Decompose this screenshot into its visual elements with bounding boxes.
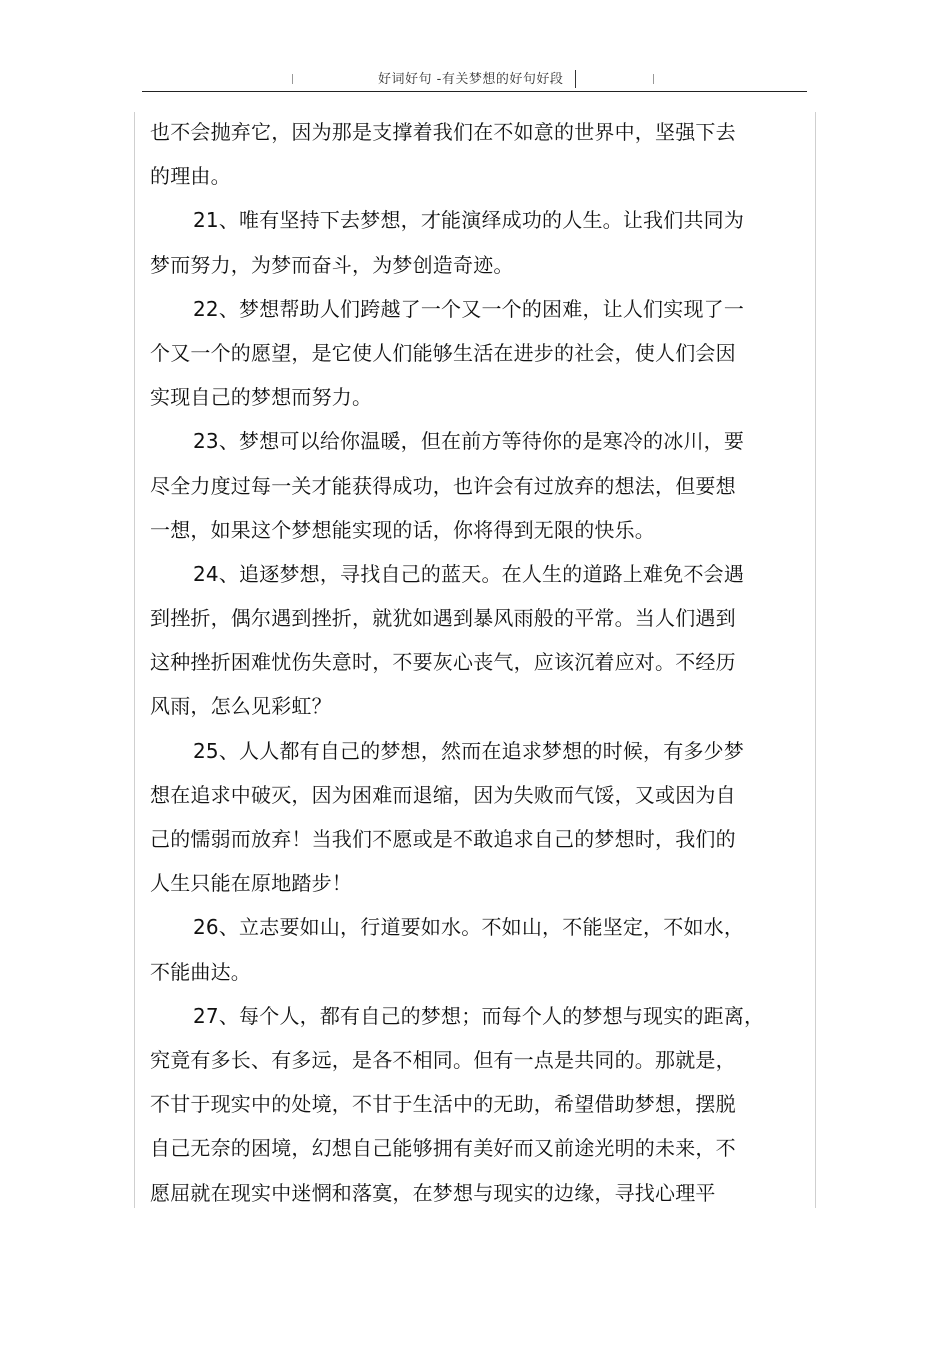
page-header bbox=[0, 64, 950, 92]
text-line: 风雨，怎么见彩虹？ bbox=[150, 694, 332, 719]
left-margin-line bbox=[134, 112, 135, 1208]
text-line: 不甘于现实中的处境，不甘于生活中的无助，希望借助梦想，摆脱 bbox=[150, 1092, 736, 1117]
document-body bbox=[150, 110, 765, 1215]
header-tick-mark bbox=[292, 74, 293, 84]
text-line: 23、梦想可以给你温暖，但在前方等待你的是寒冷的冰川，要 bbox=[193, 429, 745, 454]
text-line: 尽全力度过每一关才能获得成功，也许会有过放弃的想法，但要想 bbox=[150, 473, 736, 498]
text-line: 26、立志要如山，行道要如水。不如山，不能坚定，不如水， bbox=[193, 915, 745, 940]
text-line: 的理由。 bbox=[150, 164, 231, 189]
paragraph bbox=[150, 994, 765, 1215]
text-line: 27、每个人，都有自己的梦想；而每个人的梦想与现实的距离， bbox=[193, 1003, 765, 1028]
right-margin-line bbox=[815, 112, 816, 1208]
text-line: 不能曲达。 bbox=[150, 959, 251, 984]
text-line: 也不会抛弃它，因为那是支撑着我们在不如意的世界中，坚强下去 bbox=[150, 120, 736, 144]
paragraph bbox=[150, 729, 765, 906]
header-rule bbox=[142, 91, 807, 92]
text-line: 一想，如果这个梦想能实现的话，你将得到无限的快乐。 bbox=[150, 517, 655, 542]
text-line: 个又一个的愿望，是它使人们能够生活在进步的社会，使人们会因 bbox=[150, 340, 736, 365]
text-line: 自己无奈的困境，幻想自己能够拥有美好而又前途光明的未来，不 bbox=[150, 1136, 736, 1161]
header-title: 好词好句 -有关梦想的好句好段 bbox=[378, 72, 564, 87]
text-line: 究竟有多长、有多远，是各不相同。但有一点是共同的。那就是， bbox=[150, 1047, 736, 1072]
text-line: 这种挫折困难忧伤失意时，不要灰心丧气，应该沉着应对。不经历 bbox=[150, 650, 736, 675]
paragraph bbox=[150, 905, 765, 993]
text-line: 己的懦弱而放弃！当我们不愿或是不敢追求自己的梦想时，我们的 bbox=[150, 827, 736, 851]
text-line: 21、唯有坚持下去梦想，才能演绎成功的人生。让我们共同为 bbox=[193, 208, 745, 233]
text-line: 愿屈就在现实中迷惘和落寞，在梦想与现实的边缘，寻找心理平 bbox=[150, 1180, 716, 1205]
text-line: 到挫折，偶尔遇到挫折，就犹如遇到暴风雨般的平常。当人们遇到 bbox=[150, 606, 736, 631]
text-line: 梦而努力，为梦而奋斗，为梦创造奇迹。 bbox=[150, 252, 514, 277]
text-line: 25、人人都有自己的梦想，然而在追求梦想的时候，有多少梦 bbox=[193, 738, 745, 763]
paragraph bbox=[150, 287, 765, 420]
paragraph bbox=[150, 419, 765, 552]
paragraph bbox=[150, 552, 765, 729]
text-line: 想在追求中破灭，因为困难而退缩，因为失败而气馁，又或因为自 bbox=[150, 782, 736, 807]
text-line: 24、追逐梦想，寻找自己的蓝天。在人生的道路上难免不会遇 bbox=[193, 561, 745, 586]
text-line: 实现自己的梦想而努力。 bbox=[150, 385, 373, 410]
paragraph bbox=[150, 198, 765, 286]
text-line: 人生只能在原地踏步！ bbox=[150, 871, 352, 896]
header-tick-mark bbox=[575, 70, 576, 88]
text-line: 22、梦想帮助人们跨越了一个又一个的困难，让人们实现了一 bbox=[193, 296, 745, 321]
paragraph bbox=[150, 110, 765, 198]
header-tick-mark bbox=[653, 74, 654, 84]
